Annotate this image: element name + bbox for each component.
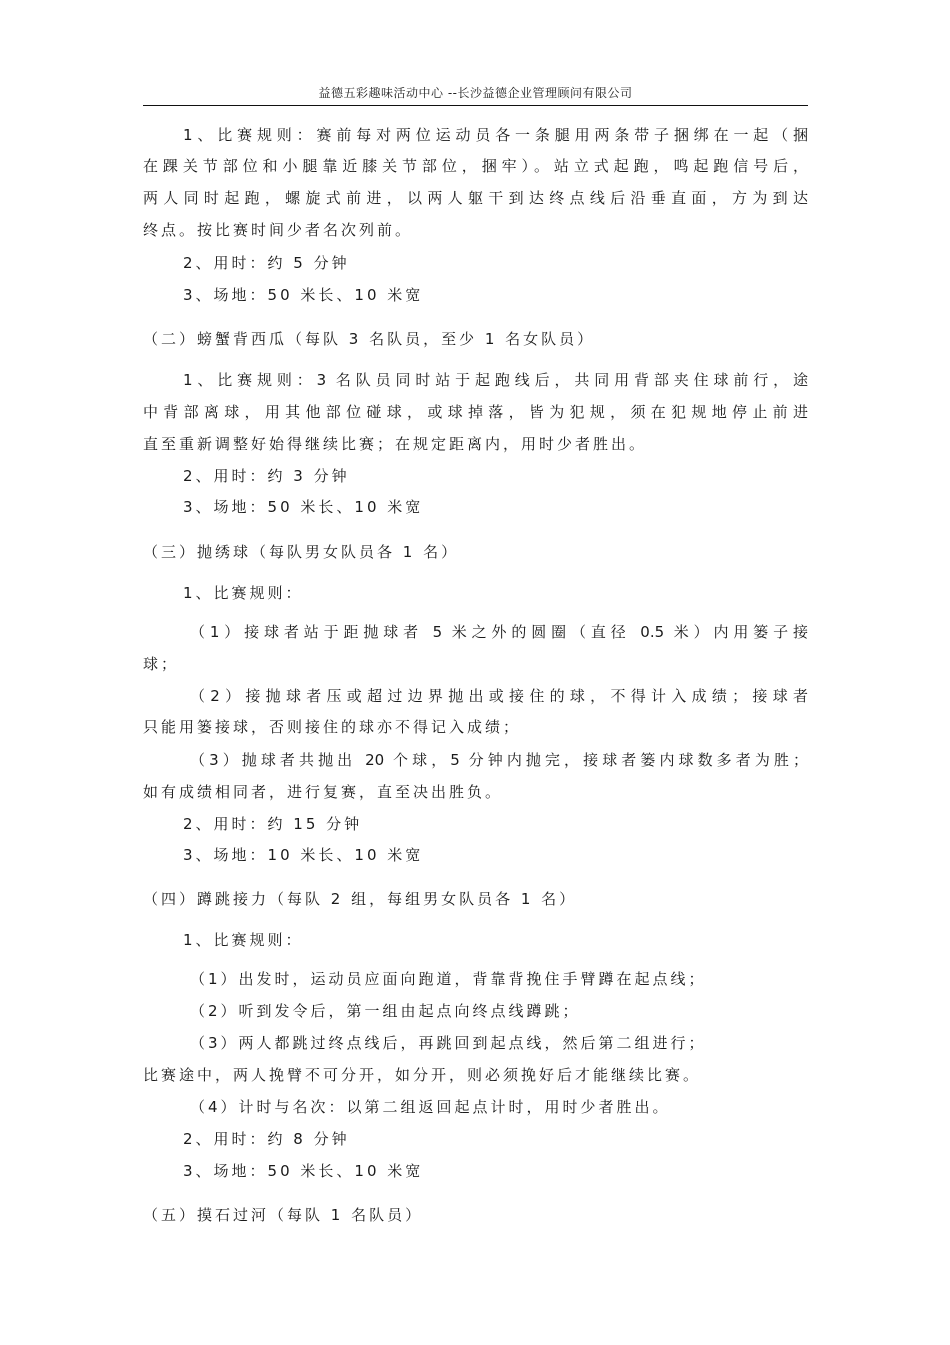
paragraph-line: 3、场地：50 米长、10 米宽 [183, 1162, 424, 1180]
section-heading: （五）摸石过河（每队 1 名队员） [143, 1206, 424, 1224]
paragraph-line: 1、比赛规则： [183, 931, 304, 949]
paragraph-line: 只能用篓接球，否则接住的球亦不得记入成绩； [143, 718, 522, 736]
paragraph-line: 2、用时：约 8 分钟 [183, 1130, 350, 1148]
paragraph-line: 3、场地：50 米长、10 米宽 [183, 498, 424, 516]
paragraph-line: 终点。按比赛时间少者名次列前。 [143, 221, 414, 239]
paragraph-line: （2）听到发令后，第一组由起点向终点线蹲跳； [190, 1002, 581, 1020]
paragraph-line: （1）接球者站于距抛球者 5 米之外的圆圈（直径 0.5 米）内用篓子接 [190, 623, 808, 641]
paragraph-line: （4）计时与名次：以第二组返回起点计时，用时少者胜出。 [190, 1098, 671, 1116]
paragraph-line: （3）抛球者共抛出 20 个球，5 分钟内抛完，接球者篓内球数多者为胜； [190, 751, 808, 769]
paragraph-line: 1、比赛规则：赛前每对两位运动员各一条腿用两条带子捆绑在一起（捆 [183, 126, 808, 144]
section-heading: （四）蹲跳接力（每队 2 组，每组男女队员各 1 名） [143, 890, 578, 908]
paragraph-line: 1、比赛规则： [183, 584, 304, 602]
paragraph-line: 直至重新调整好始得继续比赛；在规定距离内，用时少者胜出。 [143, 435, 648, 453]
paragraph-line: （1）出发时，运动员应面向跑道，背靠背挽住手臂蹲在起点线； [190, 970, 707, 988]
paragraph-line: 球； [143, 655, 180, 673]
paragraph-line: 比赛途中，两人挽臂不可分开，如分开，则必须挽好后才能继续比赛。 [143, 1066, 702, 1084]
paragraph-line: 2、用时：约 15 分钟 [183, 815, 363, 833]
page-header: 益德五彩趣味活动中心 --长沙益德企业管理顾问有限公司 [318, 86, 633, 100]
paragraph-line: （3）两人都跳过终点线后，再跳回到起点线，然后第二组进行； [190, 1034, 707, 1052]
paragraph-line: 中背部离球，用其他部位碰球，或球掉落，皆为犯规，须在犯规地停止前进 [143, 403, 808, 421]
paragraph-line: 1、比赛规则：3 名队员同时站于起跑线后，共同用背部夹住球前行，途 [183, 371, 808, 389]
paragraph-line: 2、用时：约 5 分钟 [183, 254, 350, 272]
paragraph-line: 2、用时：约 3 分钟 [183, 467, 350, 485]
section-heading: （三）抛绣球（每队男女队员各 1 名） [143, 543, 460, 561]
paragraph-line: 在踝关节部位和小腿靠近膝关节部位，捆牢）。站立式起跑，鸣起跑信号后， [143, 157, 808, 175]
paragraph-line: 3、场地：10 米长、10 米宽 [183, 846, 424, 864]
section-heading: （二）螃蟹背西瓜（每队 3 名队员，至少 1 名女队员） [143, 330, 596, 348]
paragraph-line: 如有成绩相同者，进行复赛，直至决出胜负。 [143, 783, 504, 801]
paragraph-line: 两人同时起跑，螺旋式前进，以两人躯干到达终点线后沿垂直面，方为到达 [143, 189, 808, 207]
paragraph-line: （2）接抛球者压或超过边界抛出或接住的球，不得计入成绩；接球者 [190, 687, 808, 705]
header-divider [143, 105, 808, 106]
paragraph-line: 3、场地：50 米长、10 米宽 [183, 286, 424, 304]
